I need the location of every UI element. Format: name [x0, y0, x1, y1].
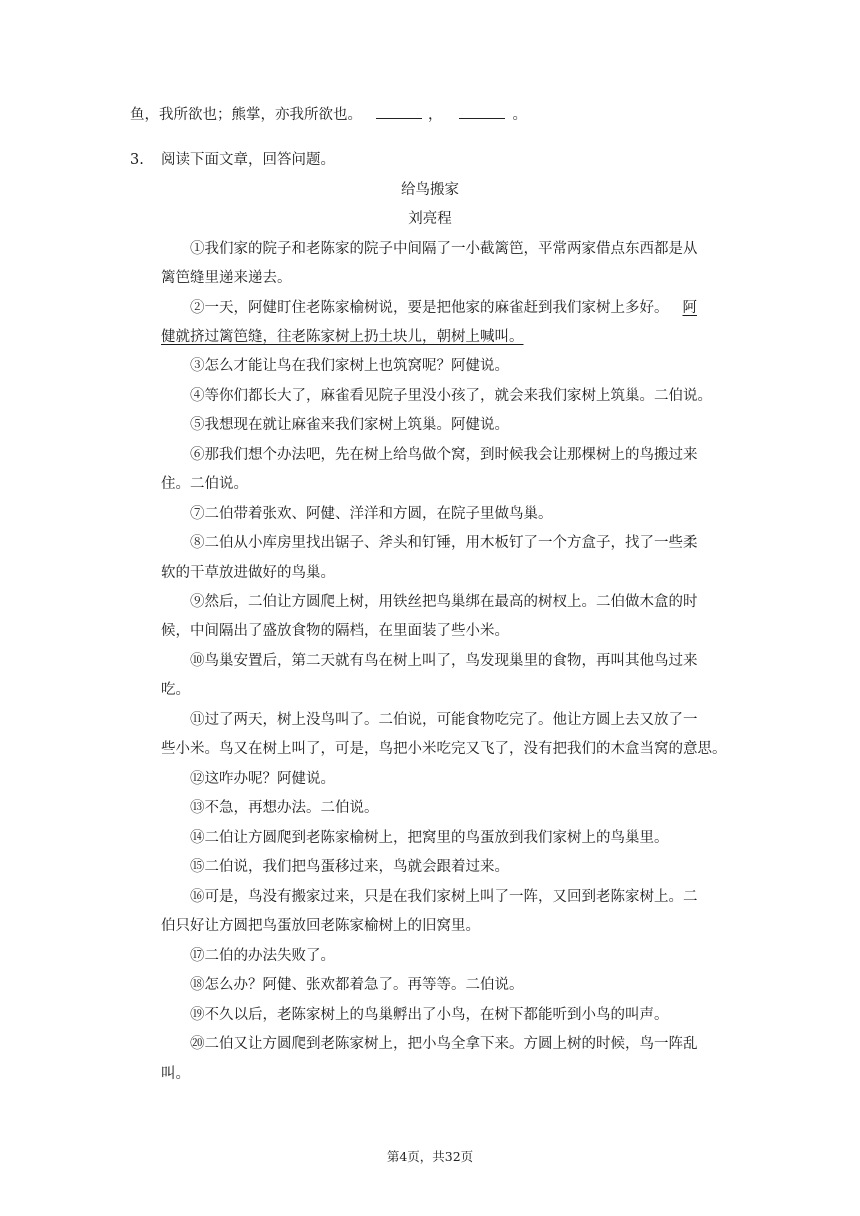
- comma: ，: [428, 107, 443, 123]
- question-number: 3.: [130, 152, 144, 168]
- underlined-text-start: 阿: [682, 300, 697, 316]
- paragraph-6-line-1: ⑥那我们想个办法吧，先在树上给鸟做个窝，到时候我会让那棵树上的鸟搬过来: [190, 447, 698, 463]
- paragraph-20-line-1: ⑳二伯又让方圆爬到老陈家树上，把小鸟全拿下来。方圆上树的时候，鸟一阵乱: [190, 1036, 698, 1052]
- paragraph-10-line-2: 吃。: [161, 682, 190, 698]
- paragraph-10-line-1: ⑩鸟巢安置后，第二天就有鸟在树上叫了，鸟发现巢里的食物，再叫其他鸟过来: [190, 653, 698, 669]
- paragraph-9-line-2: 候，中间隔出了盛放食物的隔档，在里面装了些小米。: [161, 623, 509, 639]
- paragraph-17: ⑰二伯的办法失败了。: [190, 948, 335, 964]
- article-title: 给鸟搬家: [401, 182, 459, 198]
- paragraph-16-line-2: 伯只好让方圆把鸟蛋放回老陈家榆树上的旧窝里。: [161, 918, 480, 934]
- paragraph-16-line-1: ⑯可是，鸟没有搬家过来，只是在我们家树上叫了一阵，又回到老陈家树上。二: [190, 889, 698, 905]
- paragraph-8-line-1: ⑧二伯从小库房里找出锯子、斧头和钉锤，用木板钉了一个方盒子，找了一些柔: [190, 535, 698, 551]
- question-prompt: 阅读下面文章，回答问题。: [161, 152, 335, 168]
- paragraph-8-line-2: 软的干草放进做好的鸟巢。: [161, 565, 335, 581]
- carryover-text: 鱼，我所欲也；熊掌，亦我所欲也。: [130, 107, 362, 123]
- paragraph-1-line-2: 篱笆缝里递来递去。: [161, 270, 292, 286]
- paragraph-4: ④等你们都长大了，麻雀看见院子里没小孩了，就会来我们家树上筑巢。二伯说。: [190, 388, 712, 404]
- paragraph-5: ⑤我想现在就让麻雀来我们家树上筑巢。阿健说。: [190, 417, 509, 433]
- paragraph-9-line-1: ⑨然后，二伯让方圆爬上树，用铁丝把鸟巢绑在最高的树杈上。二伯做木盒的时: [190, 594, 698, 610]
- answer-blank-1[interactable]: [376, 104, 422, 119]
- answer-blank-2[interactable]: [459, 104, 505, 119]
- article-author: 刘亮程: [408, 211, 452, 227]
- carryover-line: [130, 104, 527, 125]
- paragraph-20-line-2: 叫。: [161, 1066, 190, 1082]
- page-footer: 第4页，共32页: [386, 1149, 474, 1164]
- paragraph-19: ⑲不久以后，老陈家树上的鸟巢孵出了小鸟，在树下都能听到小鸟的叫声。: [190, 1007, 669, 1023]
- paragraph-12: ⑫这咋办呢？阿健说。: [190, 771, 335, 787]
- paragraph-11-line-2: 些小米。鸟又在树上叫了，可是，鸟把小米吃完又飞了，没有把我们的木盒当窝的意思。: [161, 741, 727, 757]
- paragraph-2-line-1: ②一天，阿健盯住老陈家榆树说，要是把他家的麻雀赶到我们家树上多好。 阿: [190, 300, 697, 316]
- paragraph-15: ⑮二伯说，我们把鸟蛋移过来，鸟就会跟着过来。: [190, 859, 509, 875]
- paragraph-3: ③怎么才能让鸟在我们家树上也筑窝呢？阿健说。: [190, 358, 509, 374]
- paragraph-1-line-1: ①我们家的院子和老陈家的院子中间隔了一小截篱笆，平常两家借点东西都是从: [190, 241, 698, 257]
- underlined-sentence: 健就挤过篱笆缝，往老陈家树上扔土块儿，朝树上喊叫。: [161, 329, 524, 345]
- paragraph-18: ⑱怎么办？阿健、张欢都着急了。再等等。二伯说。: [190, 977, 524, 993]
- paragraph-6-line-2: 住。二伯说。: [161, 476, 248, 492]
- paragraph-7: ⑦二伯带着张欢、阿健、洋洋和方圆，在院子里做鸟巢。: [190, 506, 553, 522]
- paragraph-14: ⑭二伯让方圆爬到老陈家榆树上，把窝里的鸟蛋放到我们家树上的鸟巢里。: [190, 830, 669, 846]
- period: 。: [512, 107, 527, 123]
- paragraph-13: ⑬不急，再想办法。二伯说。: [190, 800, 379, 816]
- paragraph-11-line-1: ⑪过了两天，树上没鸟叫了。二伯说，可能食物吃完了。他让方圆上去又放了一: [190, 712, 698, 728]
